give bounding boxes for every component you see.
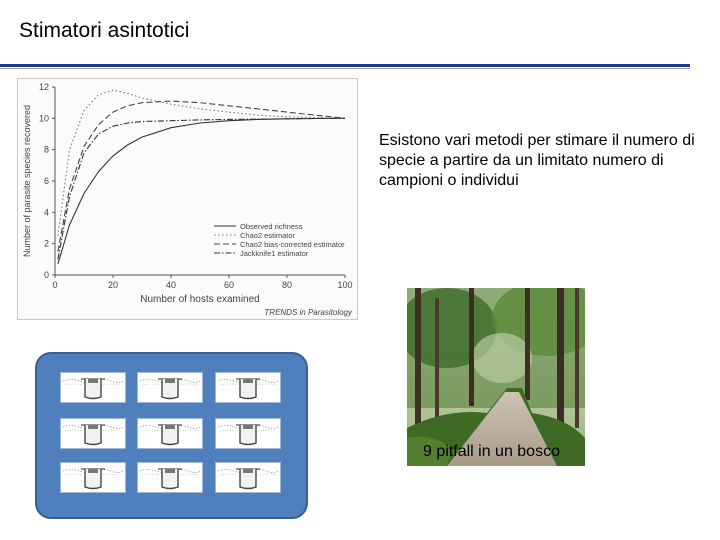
legend-label: Chao2 bias-corrected estimator [240,240,345,249]
y-tick-label: 0 [43,270,49,280]
legend-label: Jackknife1 estimator [240,249,309,258]
legend-label: Observed richness [240,222,303,231]
x-tick-label: 100 [337,280,353,290]
description-text: Esistono vari metodi per stimare il numero di specie a partire da un limitato numero di campioni o individui [379,132,695,189]
pitfall-trap-icon [137,418,203,449]
pitfall-trap-icon [60,372,126,403]
slide-title: Stimatori asintotici [19,19,190,42]
x-tick-label: 80 [281,280,293,290]
chart-svg [18,79,357,319]
photo-caption: 9 pitfall in un bosco [423,443,560,460]
pitfall-trap-icon [60,462,126,493]
pitfall-trap-icon [215,372,281,403]
y-axis-label: Number of parasite species recovered [22,104,32,258]
title-rule-thin [0,68,690,69]
y-tick-label: 8 [43,144,49,155]
y-tick-label: 6 [43,176,49,186]
series-line [58,90,345,236]
y-tick-label: 12 [38,82,49,92]
legend-label: Chao2 estimator [240,231,296,240]
title-rule [0,64,690,67]
pitfall-trap-icon [137,372,203,403]
series-line [58,118,345,259]
x-tick-label: 0 [52,280,58,290]
x-tick-label: 20 [107,280,119,290]
pitfall-trap-icon [60,418,126,449]
y-tick-label: 4 [43,207,49,218]
x-tick-label: 40 [165,280,177,290]
x-axis-label: Number of hosts examined [140,294,260,305]
pitfall-trap-icon [215,418,281,449]
chart-source: TRENDS in Parasitology [264,308,352,317]
pitfall-trap-icon [137,462,203,493]
y-tick-label: 2 [43,238,49,249]
x-tick-label: 60 [223,280,235,290]
species-accumulation-chart [17,78,358,320]
forest-photo [407,288,585,466]
y-tick-label: 10 [38,113,49,124]
pitfall-trap-icon [215,462,281,493]
